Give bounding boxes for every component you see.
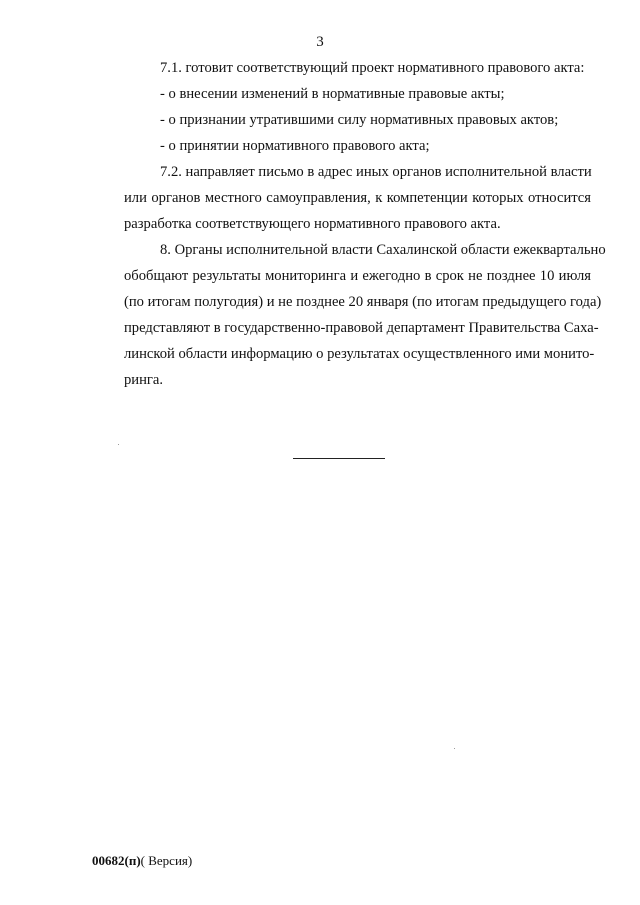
scan-speck bbox=[454, 748, 455, 749]
paragraph-line: линской области информацию о результатах осуществленного ими монито- bbox=[124, 346, 595, 362]
paragraph-8 bbox=[88, 237, 606, 393]
document-version: ( Версия) bbox=[140, 853, 193, 868]
paragraph-line: 8. Органы исполнительной власти Сахалинской области ежеквартально bbox=[160, 242, 606, 258]
paragraph-7-2 bbox=[88, 159, 591, 237]
paragraph-line: обобщают результаты мониторинга и ежегодно в срок не позднее 10 июля bbox=[124, 268, 591, 284]
paragraph-line: - о принятии нормативного правового акта; bbox=[160, 138, 430, 154]
paragraph-line: разработка соответствующего нормативного правового акта. bbox=[124, 216, 501, 232]
document-code-number: 00682(п) bbox=[92, 853, 141, 868]
paragraph-line: 7.1. готовит соответствующий проект нормативного правового акта: bbox=[160, 60, 585, 76]
page-number: 3 bbox=[316, 34, 324, 50]
paragraph-line: 7.2. направляет письмо в адрес иных органов исполнительной власти bbox=[160, 164, 592, 180]
paragraph-line: - о признании утратившими силу нормативных правовых актов; bbox=[160, 112, 559, 128]
list-item-repeal bbox=[88, 107, 591, 133]
paragraph-7-1 bbox=[88, 55, 591, 81]
document-code bbox=[92, 853, 192, 869]
paragraph-line: - о внесении изменений в нормативные правовые акты; bbox=[160, 86, 505, 102]
scan-speck bbox=[118, 444, 119, 445]
end-separator-line bbox=[293, 458, 385, 459]
paragraph-line: ринга. bbox=[124, 372, 164, 388]
list-item-amendments bbox=[88, 81, 591, 107]
paragraph-line: или органов местного самоуправления, к компетенции которых относится bbox=[124, 190, 591, 206]
paragraph-line: (по итогам полугодия) и не позднее 20 января (по итогам предыдущего года) bbox=[124, 294, 602, 310]
paragraph-line: представляют в государственно-правовой департамент Правительства Саха- bbox=[124, 320, 599, 336]
list-item-adoption bbox=[88, 133, 591, 159]
body-text bbox=[88, 55, 606, 393]
